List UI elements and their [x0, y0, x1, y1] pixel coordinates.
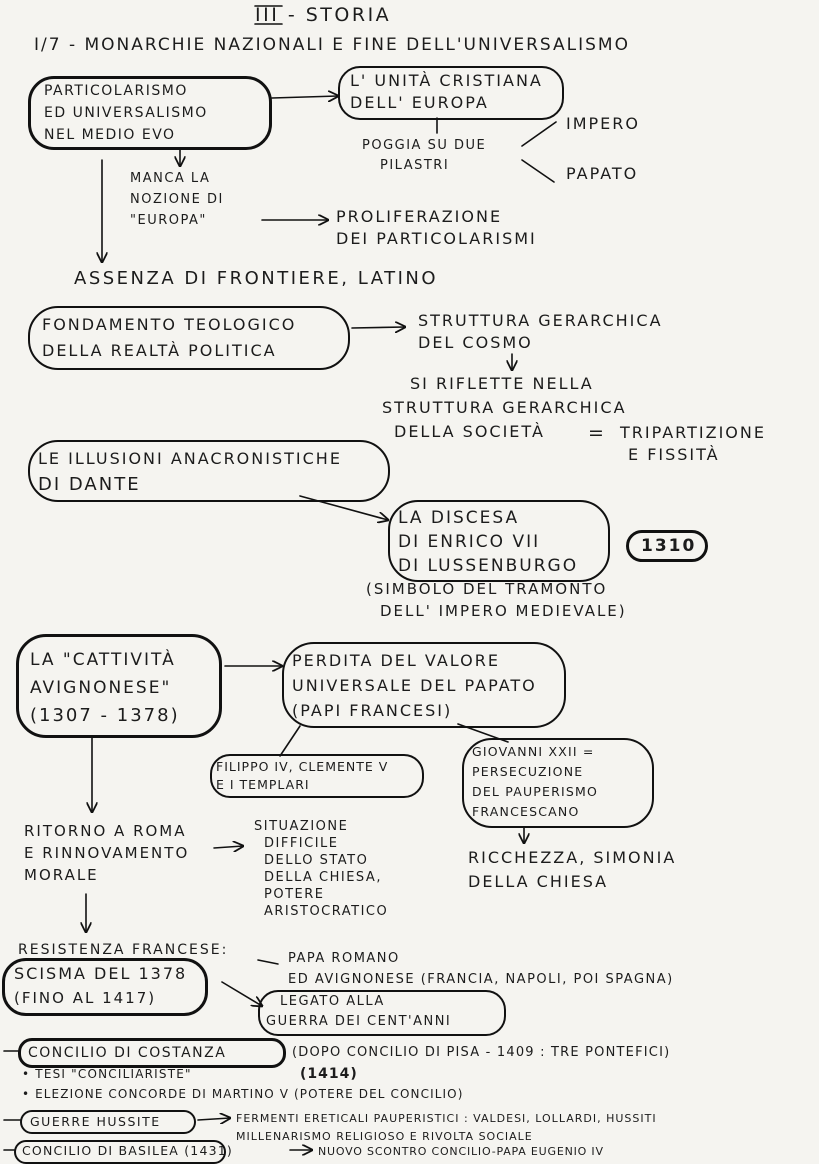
node-poggia: POGGIA SU DUE PILASTRI: [362, 138, 487, 173]
node-concilio-costanza: CONCILIO DI COSTANZA: [28, 1045, 227, 1061]
node-tripartizione: TRIPARTIZIONE E FISSITÀ: [620, 423, 766, 464]
node-concilio-basilea: CONCILIO DI BASILEA (1431): [22, 1143, 233, 1158]
node-scisma: SCISMA DEL 1378 (FINO AL 1417): [14, 964, 188, 1007]
year-1414: (1414): [300, 1066, 358, 1082]
node-dopo-concilio: (DOPO CONCILIO DI PISA - 1409 : TRE PONTEFICI): [292, 1045, 671, 1060]
node-tesi: • TESI "CONCILIARISTE": [22, 1067, 192, 1081]
node-unita-cristiana: L' UNITÀ CRISTIANA DELL' EUROPA: [350, 71, 543, 112]
node-assenza: ASSENZA DI FRONTIERE, LATINO: [74, 268, 439, 289]
node-struttura-cosmo: STRUTTURA GERARCHICA DEL COSMO: [418, 311, 663, 352]
node-cattivita: LA "CATTIVITÀ AVIGNONESE" (1307 - 1378): [30, 650, 180, 726]
node-papato: PAPATO: [566, 164, 639, 183]
node-legato: LEGATO ALLA GUERRA DEI CENT'ANNI: [266, 994, 452, 1029]
node-filippo: FILIPPO IV, CLEMENTE V E I TEMPLARI: [216, 759, 389, 792]
node-ritorno: RITORNO A ROMA E RINNOVAMENTO MORALE: [24, 822, 190, 884]
chapter-heading: III - STORIA: [255, 4, 392, 26]
node-elezione: • ELEZIONE CONCORDE DI MARTINO V (POTERE DEL CONCILIO): [22, 1087, 464, 1101]
equals-sign: =: [588, 422, 607, 444]
node-perdita: PERDITA DEL VALORE UNIVERSALE DEL PAPATO (PAPI FRANCESI): [292, 651, 537, 720]
arrow-partic-unita: [272, 96, 338, 98]
node-millenarismo: MILLENARISMO RELIGIOSO E RIVOLTA SOCIALE: [236, 1130, 533, 1143]
node-situazione: SITUAZIONE DIFFICILE DELLO STATO DELLA CHIESA, POTERE ARISTOCRATICO: [254, 819, 389, 919]
node-impero: IMPERO: [566, 114, 640, 133]
node-nuovo-scontro: NUOVO SCONTRO CONCILIO-PAPA EUGENIO IV: [318, 1145, 604, 1158]
node-fermenti: FERMENTI ERETICALI PAUPERISTICI : VALDESI, LOLLARDI, HUSSITI: [236, 1112, 657, 1125]
node-illusioni: LE ILLUSIONI ANACRONISTICHE DI DANTE: [38, 449, 342, 495]
node-giovanni: GIOVANNI XXII = PERSECUZIONE DEL PAUPERISMO FRANCESCANO: [472, 744, 599, 819]
node-simbolo: (SIMBOLO DEL TRAMONTO DELL' IMPERO MEDIEVALE): [366, 580, 627, 620]
page-title: I/7 - MONARCHIE NAZIONALI E FINE DELL'UNIVERSALISMO: [34, 35, 630, 55]
node-manca-nozione: MANCA LA NOZIONE DI "EUROPA": [130, 171, 224, 228]
node-ricchezza: RICCHEZZA, SIMONIA DELLA CHIESA: [468, 848, 677, 891]
node-discesa: LA DISCESA DI ENRICO VII DI LUSSENBURGO: [398, 508, 579, 576]
year-1310: 1310: [641, 536, 697, 556]
node-resistenza: RESISTENZA FRANCESE:: [18, 942, 229, 958]
node-si-riflette: SI RIFLETTE NELLA STRUTTURA GERARCHICA DELLA SOCIETÀ: [382, 374, 627, 441]
node-particolarismo: PARTICOLARISMO ED UNIVERSALISMO NEL MEDIO EVO: [44, 83, 208, 143]
node-fondamento: FONDAMENTO TEOLOGICO DELLA REALTÀ POLITICA: [42, 315, 297, 360]
node-proliferazione: PROLIFERAZIONE DEI PARTICOLARISMI: [336, 207, 537, 248]
node-papa-romano: PAPA ROMANO ED AVIGNONESE (FRANCIA, NAPOLI, POI SPAGNA): [288, 951, 674, 987]
node-guerre-hussite: GUERRE HUSSITE: [30, 1114, 161, 1129]
